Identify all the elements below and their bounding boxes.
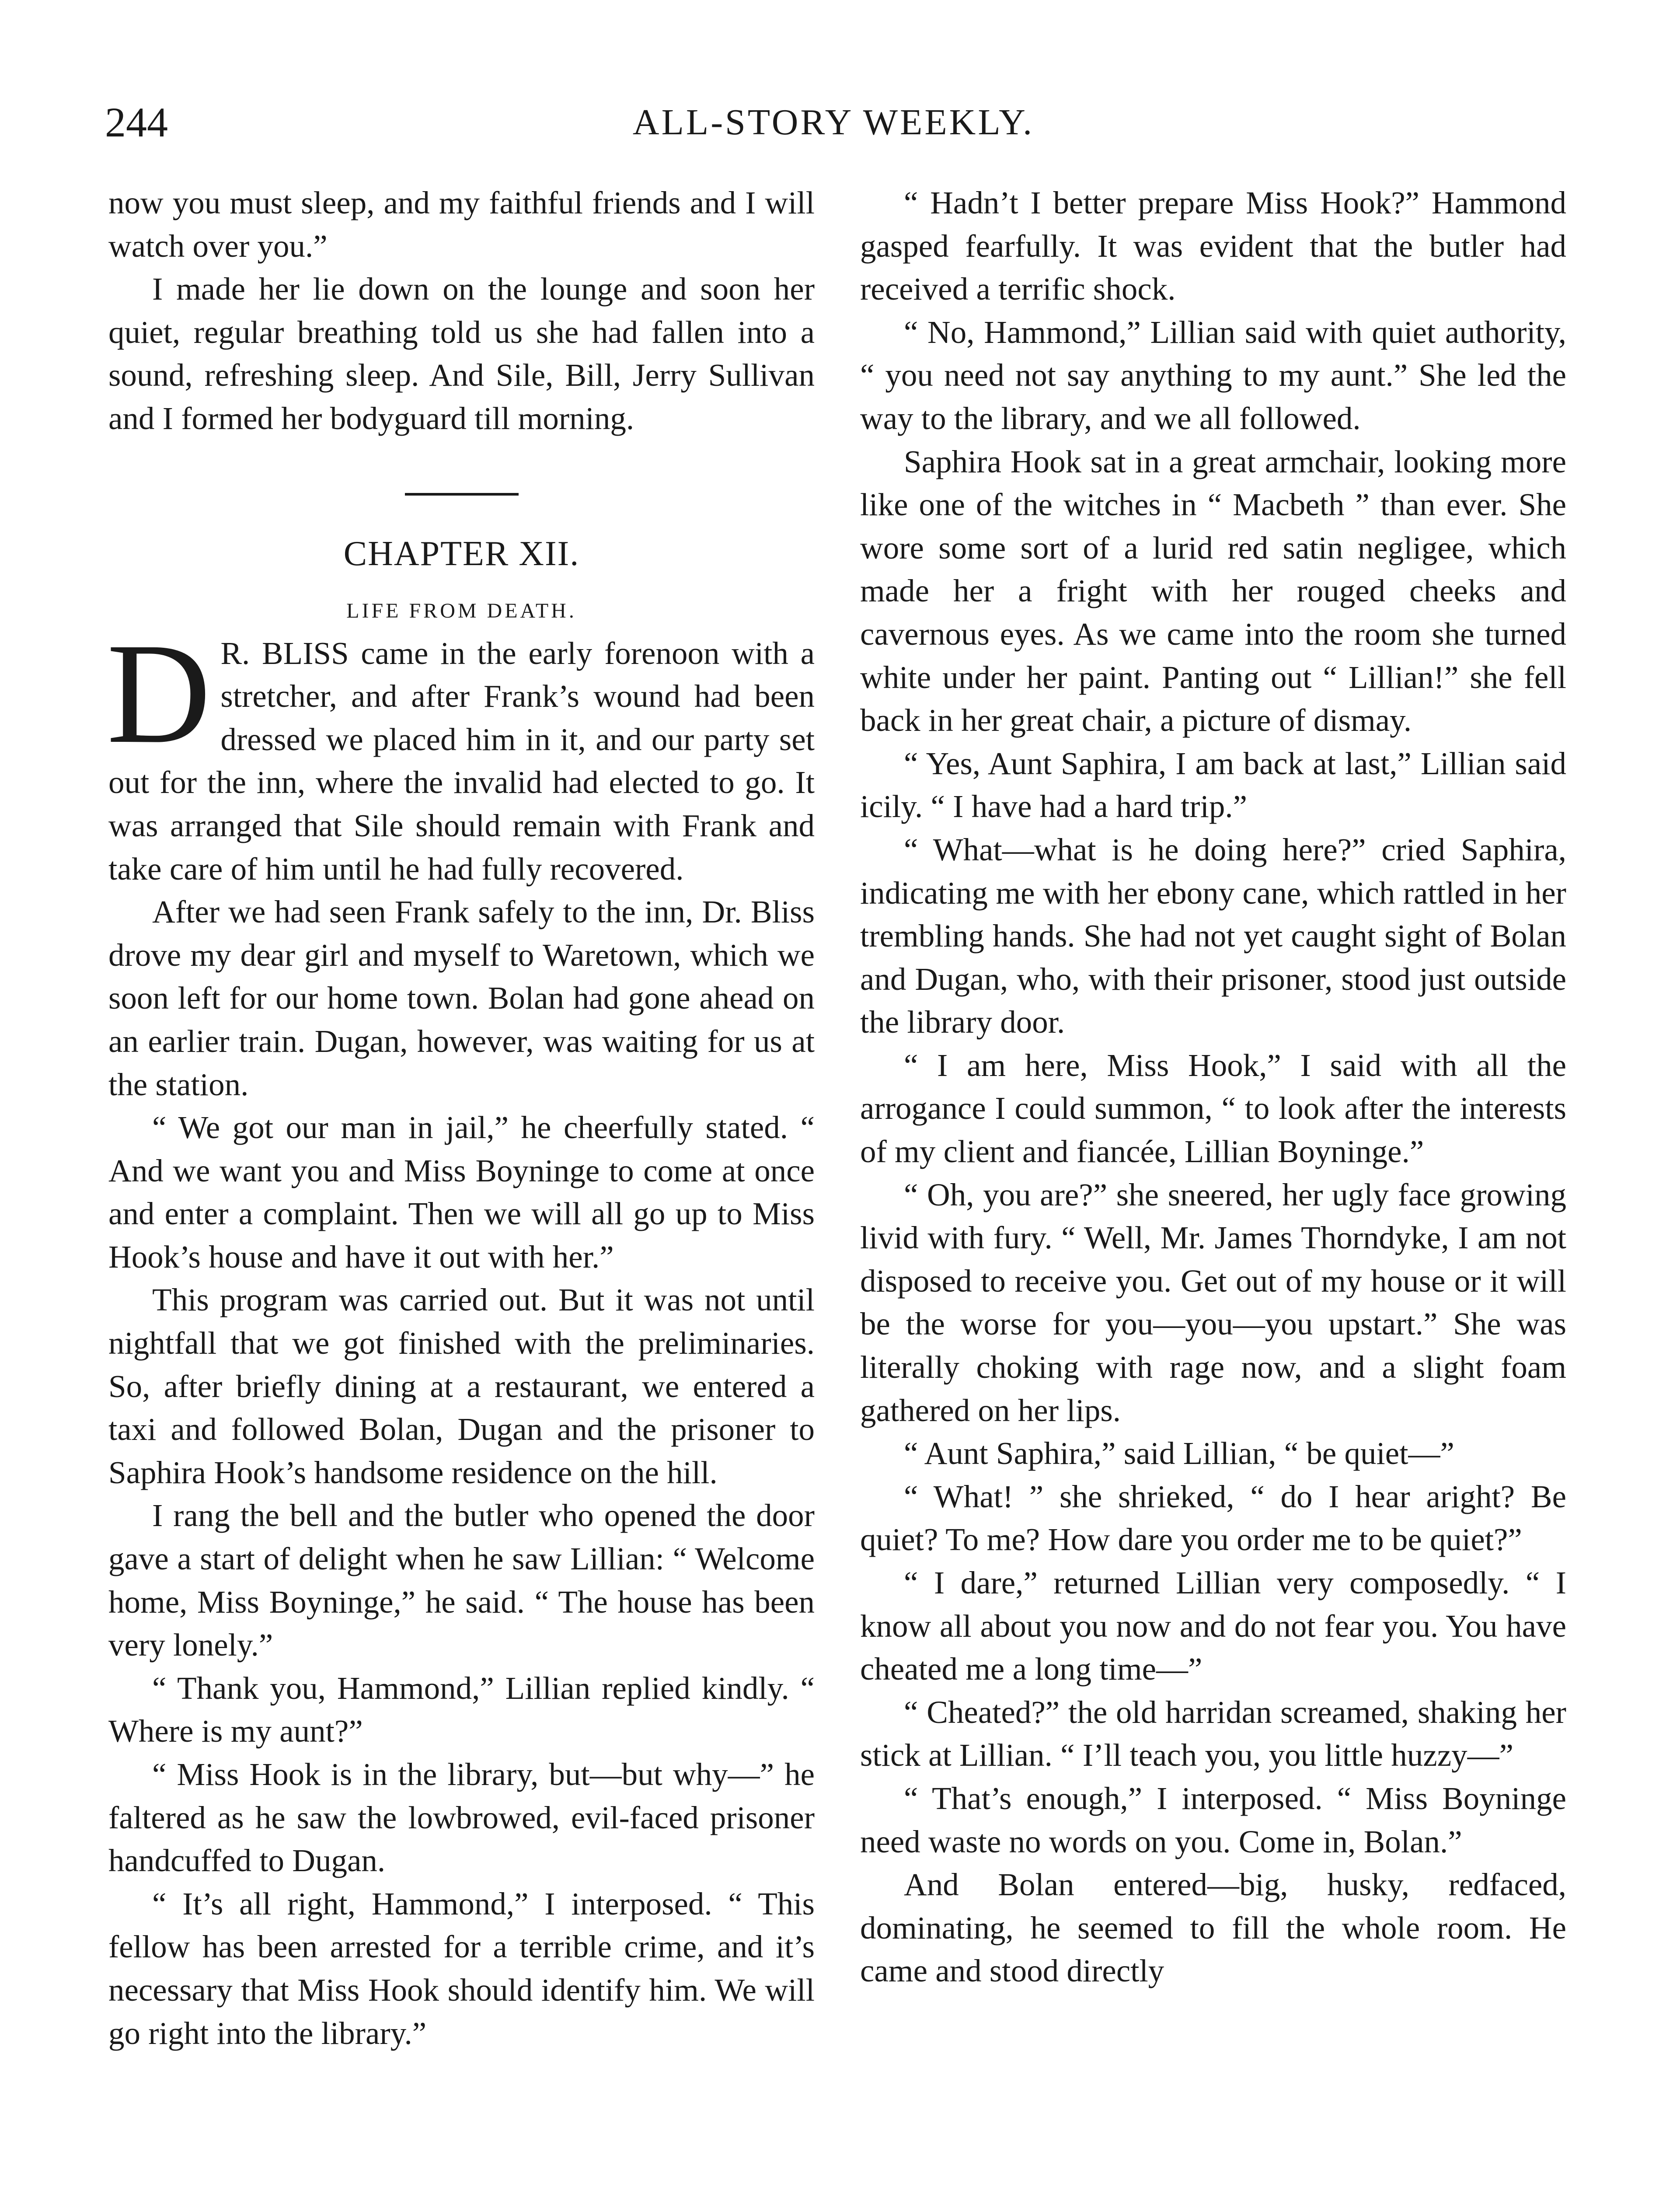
paragraph: “ No, Hammond,” Lillian said with quiet authority, “ you need not say anything to my aunt.” She led the way to the library, and we all followed. xyxy=(860,314,1566,436)
paragraph: “ Thank you, Hammond,” Lillian replied kindly. “ Where is my aunt?” xyxy=(108,1670,815,1749)
page-header xyxy=(105,98,1562,147)
paragraph: “ It’s all right, Hammond,” I interposed. “ This fellow has been arrested for a terrible crime, and it’s necessary that Miss Hook should identify him. We will go right into the library.” xyxy=(108,1886,815,2051)
first-paragraph-text: R. BLISS came in the early forenoon with a stretcher, and after Frank’s wound had been dressed we placed him in it, and our party set out for the inn, where the invalid had elected to go. It was arranged that Sile should remain with Frank and take care of him until he had fully recovered. xyxy=(108,635,815,887)
paragraph: “ What—what is he doing here?” cried Saphira, indicating me with her ebony cane, which rattled in her trembling hands. She had not yet caught sight of Bolan and Dugan, who, with their prisoner, stood just outside the library door. xyxy=(860,831,1566,1040)
left-column xyxy=(108,182,815,2055)
paragraph: After we had seen Frank safely to the inn, Dr. Bliss drove my dear girl and myself to Waretown, which we soon left for our home town. Bolan had gone ahead on an earlier train. Dugan, however, was waiting for us at the station. xyxy=(108,894,815,1102)
paragraph: “ Miss Hook is in the library, but—but why—” he faltered as he saw the lowbrowed, evil-faced prisoner handcuffed to Dugan. xyxy=(108,1757,815,1879)
paragraph: “ I am here, Miss Hook,” I said with all the arrogance I could summon, “ to look after the interests of my client and fiancée, Lillian Boyninge.” xyxy=(860,1047,1566,1170)
paragraph: now you must sleep, and my faithful friends and I will watch over you.” xyxy=(108,185,815,264)
paragraph: “ Yes, Aunt Saphira, I am back at last,” Lillian said icily. “ I have had a hard trip.” xyxy=(860,745,1566,824)
paragraph: I rang the bell and the butler who opened the door gave a start of delight when he saw Lillian: “ Welcome home, Miss Boyninge,” he said. “ The house has been very lonely.” xyxy=(108,1498,815,1663)
paragraph: “ We got our man in jail,” he cheerfully stated. “ And we want you and Miss Boyninge to come at once and enter a complaint. Then we will all go up to Miss Hook’s house and have it out with her.” xyxy=(108,1110,815,1275)
paragraph: And Bolan entered—big, husky, redfaced, dominating, he seemed to fill the whole room. He came and stood directly xyxy=(860,1867,1566,1989)
paragraph: “ Cheated?” the old harridan screamed, shaking her stick at Lillian. “ I’ll teach you, you little huzzy—” xyxy=(860,1694,1566,1773)
page-number: 244 xyxy=(105,99,168,146)
paragraph: “ I dare,” returned Lillian very composedly. “ I know all about you now and do not fear you. You have cheated me a long time—” xyxy=(860,1565,1566,1687)
paragraph: I made her lie down on the lounge and soon her quiet, regular breathing told us she had fallen into a sound, refreshing sleep. And Sile, Bill, Jerry Sullivan and I formed her bodyguard till morning. xyxy=(108,271,815,436)
paragraph: “ Oh, you are?” she sneered, her ugly face growing livid with fury. “ Well, Mr. James Thorndyke, I am not disposed to receive you. Get out of my house or it will be the worse for you—you—you upstart.” She was literally choking with rage now, and a slight foam gathered on her lips. xyxy=(860,1177,1566,1428)
paragraph: “ That’s enough,” I interposed. “ Miss Boyninge need waste no words on you. Come in, Bolan.” xyxy=(860,1780,1566,1859)
chapter-subtitle: LIFE FROM DEATH. xyxy=(346,599,577,622)
drop-cap: D xyxy=(107,613,211,773)
paragraph: Saphira Hook sat in a great armchair, looking more like one of the witches in “ Macbeth ” than ever. She wore some sort of a lurid red satin negligee, which made her a fright with her rouged cheeks and cavernous eyes. As we came into the room she turned white under her paint. Panting out “ Lillian!” she fell back in her great chair, a picture of dismay. xyxy=(860,444,1566,738)
section-divider xyxy=(405,493,519,496)
chapter-first-paragraph xyxy=(107,613,815,891)
chapter-title: CHAPTER XII. xyxy=(343,534,580,573)
paragraph: “ What! ” she shrieked, “ do I hear aright? Be quiet? To me? How dare you order me to be quiet?” xyxy=(860,1478,1566,1558)
running-title: ALL-STORY WEEKLY. xyxy=(632,102,1035,143)
paragraph: This program was carried out. But it was not until nightfall that we got finished with the preliminaries. So, after briefly dining at a restaurant, we entered a taxi and followed Bolan, Dugan and the prisoner to Saphira Hook’s handsome residence on the hill. xyxy=(108,1282,815,1490)
paragraph: “ Hadn’t I better prepare Miss Hook?” Hammond gasped fearfully. It was evident that the butler had received a terrific shock. xyxy=(860,185,1566,307)
paragraph: “ Aunt Saphira,” said Lillian, “ be quiet—” xyxy=(904,1436,1454,1471)
right-column xyxy=(860,182,1566,1993)
